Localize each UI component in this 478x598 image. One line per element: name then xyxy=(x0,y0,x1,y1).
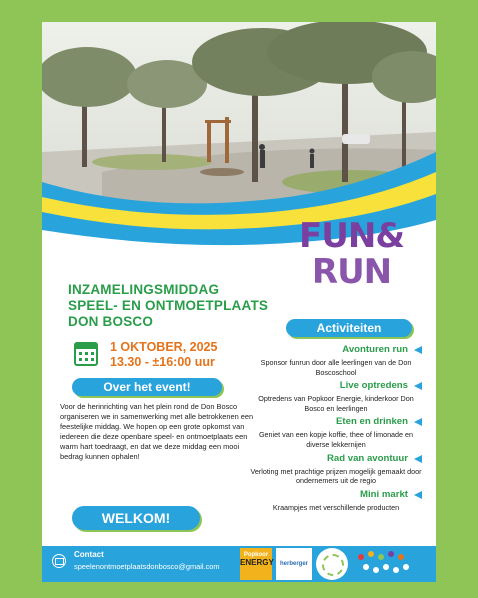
triangle-icon xyxy=(414,455,422,463)
date-block xyxy=(70,340,260,376)
herberger-logo: herberger xyxy=(276,548,312,580)
subtitle-line-2: SPEEL- EN ONTMOETPLAATS xyxy=(68,298,269,313)
activity-desc: Sponsor funrun door alle leerlingen van de Don Boscoschool xyxy=(260,358,412,377)
activity-desc: Kraampjes met verschillende producten xyxy=(272,502,400,512)
title-line-1: FUN& xyxy=(299,216,404,256)
energy-logo-main: ENERGY xyxy=(240,558,274,567)
activity-item xyxy=(250,416,422,449)
subtitle xyxy=(68,282,268,330)
energy-logo-top: Popkoor xyxy=(243,552,269,558)
activity-title: Eten en drinken xyxy=(336,416,408,428)
dots-logo xyxy=(354,548,418,580)
welcome-banner: WELKOM! xyxy=(72,506,200,530)
activity-desc: Geniet van een kopje koffie, thee of limonade en diverse lekkernijen xyxy=(258,430,414,449)
triangle-icon xyxy=(414,382,422,390)
event-time: 13.30 - ±16:00 uur xyxy=(110,355,215,369)
triangle-icon xyxy=(414,346,422,354)
subtitle-line-3: DON BOSCO xyxy=(68,314,154,329)
activity-desc: Optredens van Popkoor Energie, kinderkoor Don Bosco en leerlingen xyxy=(258,394,414,413)
activity-desc: Verloting met prachtige prijzen mogelijk gemaakt door ondernemers uit de regio xyxy=(250,466,422,486)
calendar-icon xyxy=(74,342,98,366)
activity-title: Avonturen run xyxy=(342,344,408,355)
event-title xyxy=(299,218,404,290)
activity-title: Live optredens xyxy=(339,380,408,392)
triangle-icon xyxy=(414,418,422,426)
kinderkoor-logo xyxy=(316,548,348,580)
activity-item xyxy=(250,380,422,413)
triangle-icon xyxy=(414,491,422,499)
mail-icon xyxy=(52,554,66,568)
event-date: 1 OKTOBER, 2025 xyxy=(110,340,218,354)
contact-email[interactable]: speelenontmoetplaatsdonbosco@gmail.com xyxy=(74,562,220,571)
subtitle-line-1: INZAMELINGSMIDDAG xyxy=(68,282,220,297)
activity-item xyxy=(250,453,422,486)
activity-item xyxy=(250,344,422,377)
poster xyxy=(42,22,436,582)
popkoor-energy-logo xyxy=(240,548,272,580)
footer xyxy=(42,546,436,582)
activities-heading: Activiteiten xyxy=(286,319,412,337)
activity-title: Mini markt xyxy=(360,488,408,500)
activity-title: Rad van avontuur xyxy=(326,452,408,464)
title-line-2: RUN xyxy=(311,252,392,292)
about-heading: Over het event! xyxy=(72,378,222,396)
about-text: Voor de herinrichting van het plein rond de Don Bosco organiseren we in samenwerking met alle betrokkenen een feestelijke middag. We hopen op een grote opkomst van iedereen die deze openbare speel- en ontmoetplaats een warm hart toedraagt, en dat we deze middag een mooi bedrag kunnen ophalen! xyxy=(60,402,254,462)
contact-label: Contact xyxy=(74,550,104,559)
activity-item xyxy=(250,489,422,513)
activities-list xyxy=(250,344,422,515)
